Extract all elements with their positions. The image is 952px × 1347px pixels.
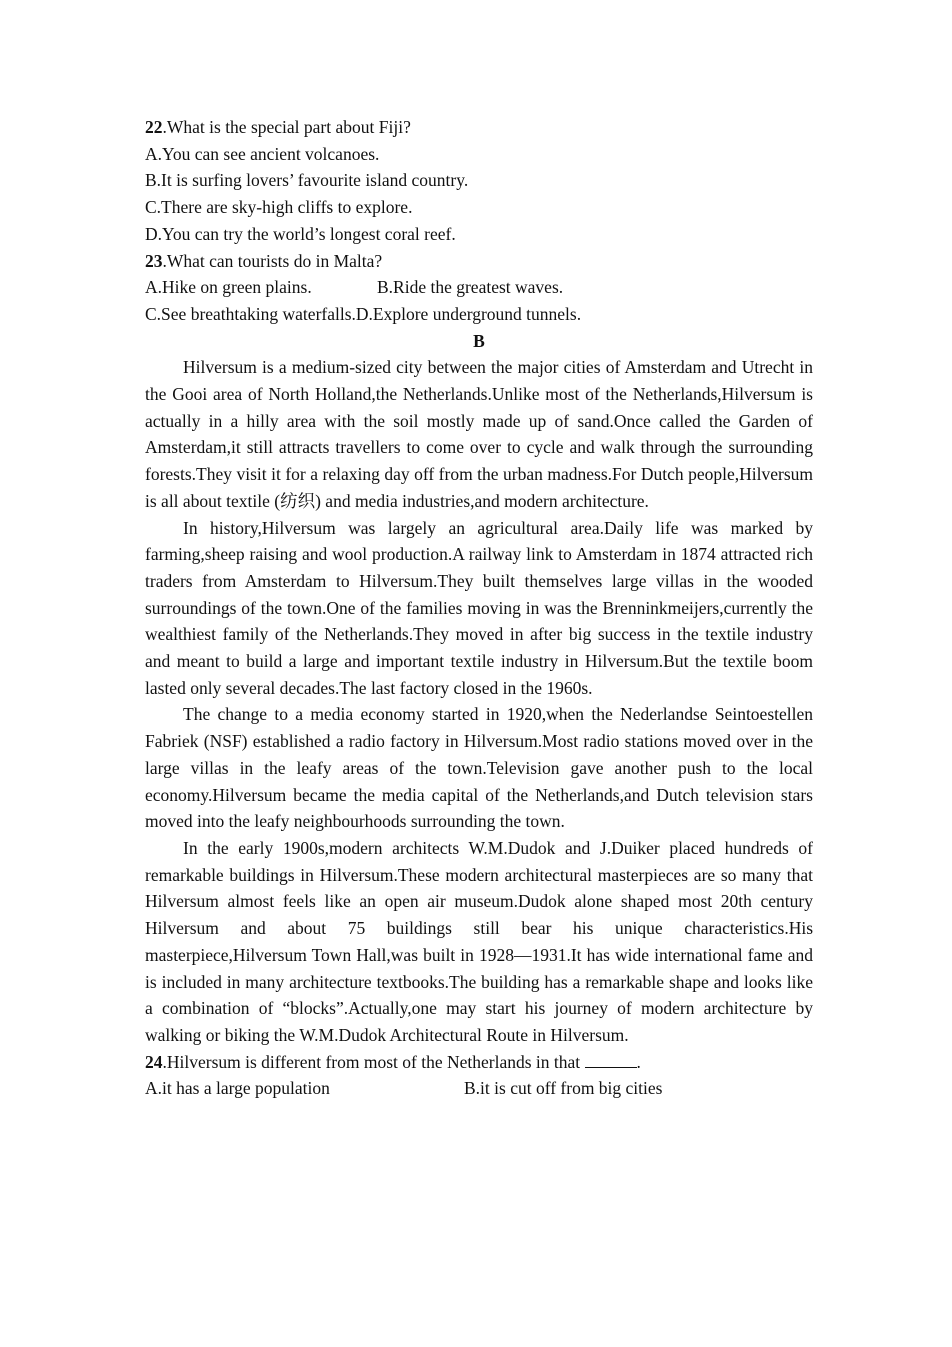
option-d: D.Explore underground tunnels. — [355, 303, 582, 324]
options-row-cd — [145, 301, 813, 328]
section-title: B — [473, 330, 485, 351]
question-stem: .What can tourists do in Malta? — [162, 250, 383, 271]
passage-paragraph-4: In the early 1900s,modern architects W.M.Dudok and J.Duiker placed hundreds of remarkable buildings in Hilversum.These modern architectural masterpieces are so many that Hilversum almost feels like an open air museum.Dudok alone shaped most 20th century Hilversum and about 75 buildings still bear his unique characteristics.His masterpiece,Hilversum Town Hall,was built in 1928—1931.It has wide international fame and is included in many architecture textbooks.The building has a remarkable shape and looks like a combination of “blocks”.Actually,one may start his journey of modern architecture by walking or biking the W.M.Dudok Architectural Route in Hilversum. — [145, 837, 813, 1045]
answer-blank — [585, 1050, 637, 1068]
question-23 — [145, 248, 813, 275]
question-24 — [145, 1049, 813, 1076]
option-b: B.it is cut off from big cities — [464, 1078, 663, 1099]
option-c: C.See breathtaking waterfalls. — [145, 303, 356, 324]
option-a: A.You can see ancient volcanoes. — [145, 143, 380, 164]
option-a: A.it has a large population — [145, 1078, 330, 1099]
question-stem: .Hilversum is different from most of the Netherlands in that — [162, 1051, 581, 1072]
passage-paragraph-2: In history,Hilversum was largely an agricultural area.Daily life was marked by farming,sheep raising and wool production.A railway link to Amsterdam in 1874 attracted rich traders from Amsterdam to Hilversum.They built themselves large villas in the wooded surroundings of the town.One of the families moving in was the Brenninkmeijers,currently the wealthiest family of the Netherlands.They moved in after big success in the textile industry and meant to build a large and important textile industry in Hilversum.But the textile boom lasted only several decades.The last factory closed in the 1960s. — [145, 517, 813, 698]
question-stem: .What is the special part about Fiji? — [162, 117, 411, 137]
option-d: D.You can try the world’s longest coral reef. — [145, 223, 456, 244]
passage-paragraph-3: The change to a media economy started in 1920,when the Nederlandse Seintoestellen Fabriek (NSF) established a radio factory in Hilversum.Most radio stations moved over in the large villas in the leafy areas of the town.Television gave another push to the local economy.Hilversum became the media capital of the Netherlands,and Dutch television stars moved into the leafy neighbourhoods surrounding the town. — [145, 704, 813, 832]
page-content — [145, 114, 813, 1102]
question-number: 23 — [145, 250, 163, 271]
question-22 — [145, 114, 813, 141]
option-a: A.Hike on green plains. — [145, 277, 312, 298]
options-row-ab — [145, 1075, 813, 1102]
passage-paragraph-1: Hilversum is a medium-sized city between the major cities of Amsterdam and Utrecht in the Gooi area of North Holland,the Netherlands.Unlike most of the Netherlands,Hilversum is actually in a hilly area with the soil mostly made up of sand.Once called the Garden of Amsterdam,it still attracts travellers to come over to cycle and walk through the surrounding forests.They visit it for a relaxing day off from the urban madness.For Dutch people,Hilversum is all about textile (纺织) and media industries,and modern architecture. — [145, 357, 813, 511]
question-number: 22 — [145, 117, 163, 137]
options-row-ab — [145, 274, 813, 301]
question-number: 24 — [145, 1051, 163, 1072]
option-b: B.Ride the greatest waves. — [377, 277, 564, 298]
question-end: . — [636, 1051, 641, 1072]
option-c: C.There are sky-high cliffs to explore. — [145, 197, 413, 218]
option-b: B.It is surfing lovers’ favourite island country. — [145, 170, 469, 191]
